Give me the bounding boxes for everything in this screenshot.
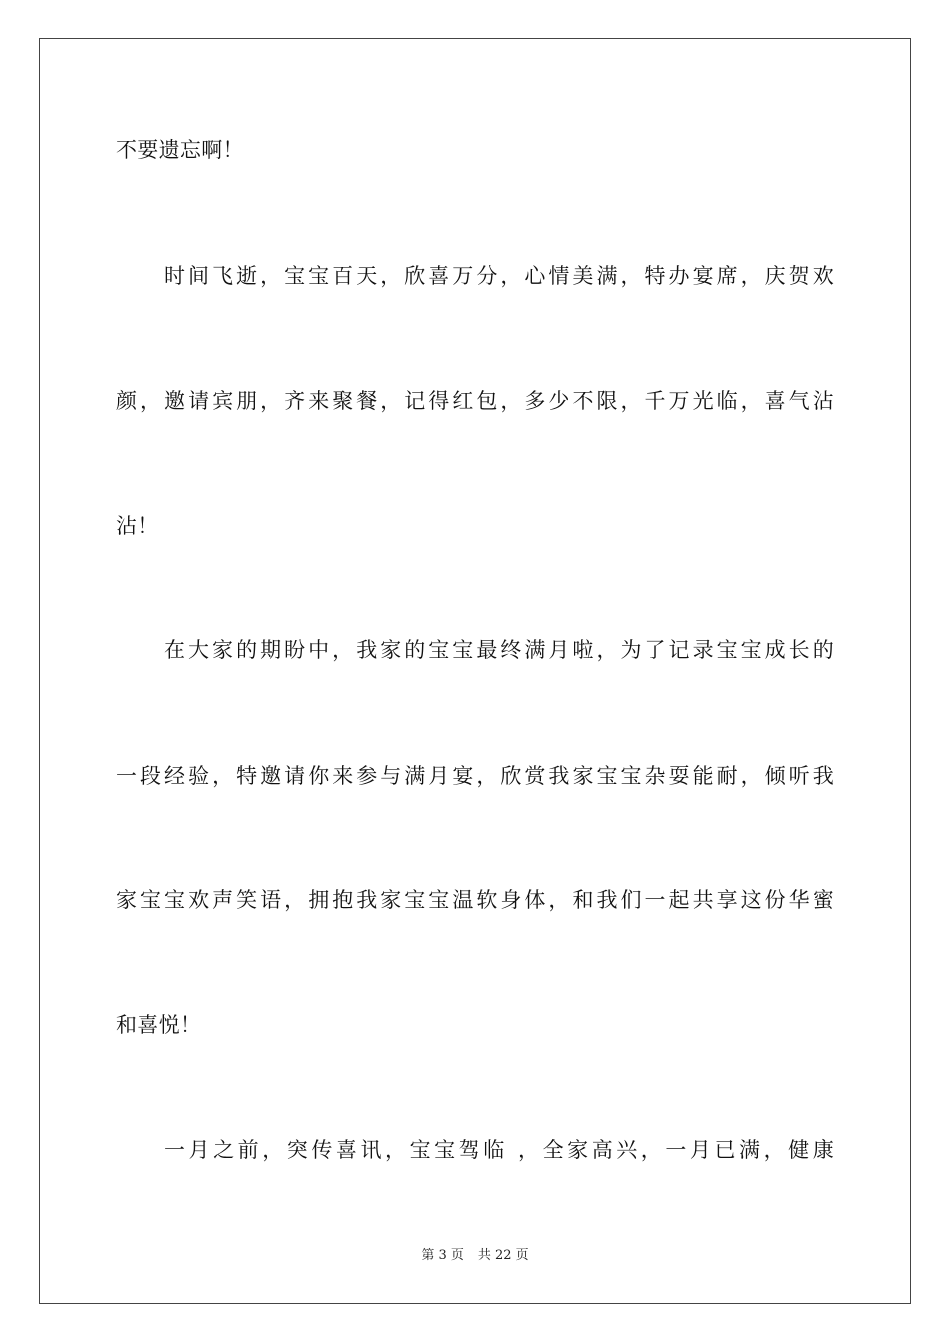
page-number: 第 3 页 [421,1248,464,1263]
text-line: 在大家的期盼中，我家的宝宝最终满月啦，为了记录宝宝成长的 [164,638,834,662]
text-line: 一段经验，特邀请你来参与满月宴，欣赏我家宝宝杂耍能耐，倾听我 [116,764,834,788]
text-line: 一月之前，突传喜讯，宝宝驾临 ，全家高兴，一月已满，健康 [164,1138,834,1162]
page-border [39,38,911,1304]
text-line: 时间飞逝，宝宝百天，欣喜万分，心情美满，特办宴席，庆贺欢 [164,264,834,288]
text-line: 沾！ [116,514,159,538]
page-footer [0,1247,950,1265]
text-line: 家宝宝欢声笑语，拥抱我家宝宝温软身体，和我们一起共享这份华蜜 [116,888,834,912]
text-line: 颜，邀请宾朋，齐来聚餐，记得红包，多少不限，千万光临，喜气沾 [116,389,834,413]
text-line: 不要遗忘啊！ [116,138,244,162]
page-total: 共 22 页 [477,1248,529,1263]
text-line: 和喜悦！ [116,1013,202,1037]
